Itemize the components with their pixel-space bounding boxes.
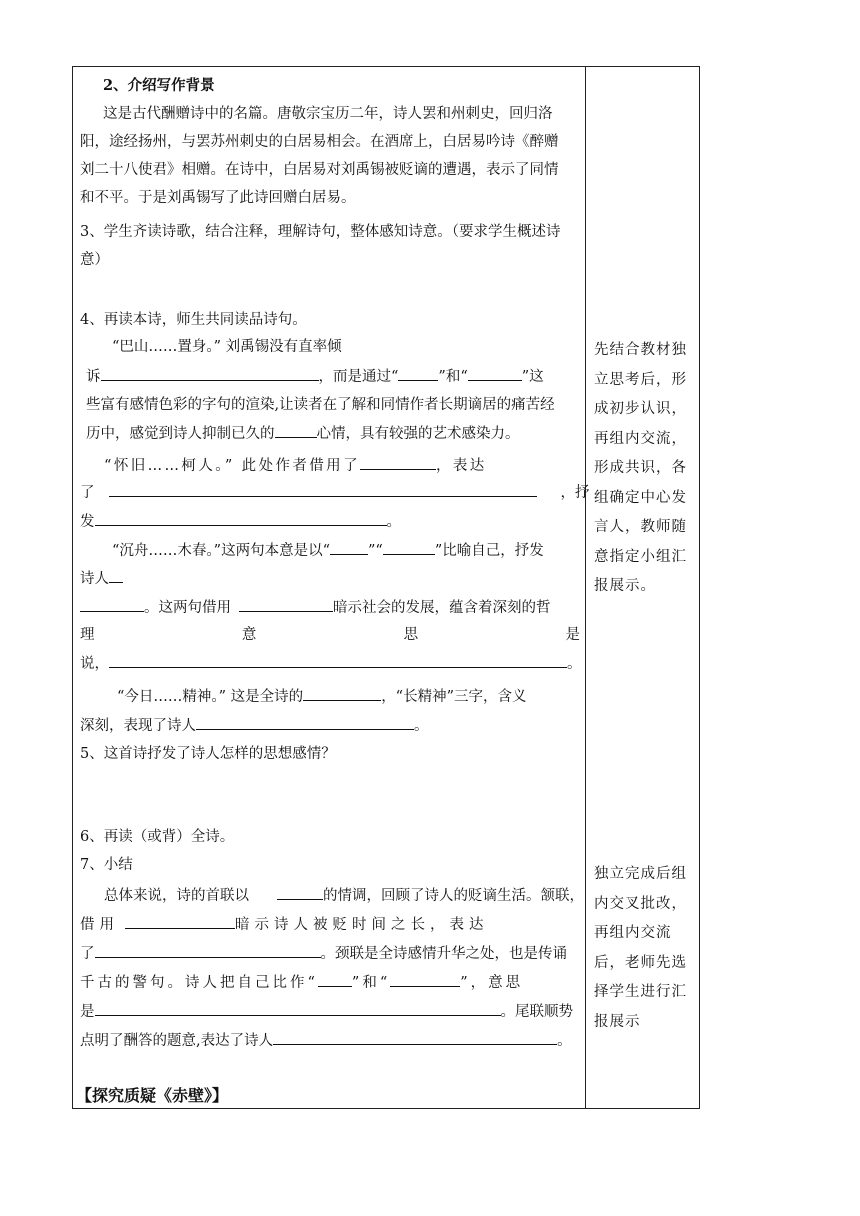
background-line-3: 刘二十八使君》相赠。在诗中，白居易对刘禹锡被贬谪的遭遇，表示了同情 [80, 162, 559, 178]
background-line-1: 这是古代酬赠诗中的名篇。唐敬宗宝历二年，诗人罢和州刺史，回归洛 [103, 106, 553, 122]
q3-line-1: “沉舟……木春。”这两句本意是以“ ”“ ”比喻自己，抒发 [112, 540, 544, 561]
blank[interactable] [398, 366, 438, 381]
side-note-2: 独立完成后组 内交叉批改， 再组内交流 后，老师先选 择学生进行汇 报展示 [594, 866, 687, 1030]
blank[interactable] [101, 366, 319, 381]
q3-line-2: 诗人 [80, 568, 123, 589]
q3-line-3: 。这两句借用 暗示社会的发展，蕴含着深刻的哲 [80, 597, 551, 618]
blank[interactable] [125, 914, 235, 929]
blank[interactable] [109, 653, 567, 668]
item5: 5、这首诗抒发了诗人怎样的思想感情？ [80, 746, 336, 762]
blank[interactable] [95, 1001, 501, 1016]
blank[interactable] [275, 423, 317, 438]
side-note-1: 先结合教材独 立思考后，形 成初步认识， 再组内交流， 形成共识，各 组确定中心发 言人，教师随 意指定小组汇 报展示。 [594, 342, 687, 594]
q4-line-1: “今日……精神。” 这是全诗的 ，“长精神”三字，含义 [117, 686, 527, 707]
q1-line-2: 诉 ，而是通过“ ”和“ ”这 [86, 366, 544, 387]
item6: 6、再读（或背）全诗。 [80, 829, 235, 845]
summary-line-3: 了 。颈联是全诗感情升华之处，也是传诵 [80, 943, 567, 964]
column-divider [585, 66, 586, 1109]
summary-line-1: 总体来说，诗的首联以 的情调，回顾了诗人的贬谪生活。颔联， [104, 885, 584, 906]
background-line-2: 阳，途经扬州，与罢苏州刺史的白居易相会。在酒席上，白居易吟诗《醉赠 [80, 134, 559, 150]
q3-line-4: 理 意 思 是 [80, 627, 580, 643]
blank[interactable] [330, 540, 368, 555]
blank[interactable] [239, 597, 333, 612]
q1-line-3: 些富有感情色彩的字句的渲染,让读者在了解和同情作者长期谪居的痛苦经 [86, 397, 555, 413]
blank[interactable] [273, 1030, 557, 1045]
blank[interactable] [109, 568, 123, 583]
summary-line-6: 点明了酬答的题意,表达了诗人 。 [80, 1030, 572, 1051]
blank[interactable] [468, 366, 522, 381]
blank[interactable] [95, 511, 387, 526]
blank[interactable] [318, 972, 352, 987]
explore-title: 【探究质疑《赤壁》】 [76, 1086, 229, 1105]
blank[interactable] [360, 455, 436, 470]
q4-line-2: 深刻，表现了诗人 。 [80, 715, 429, 736]
item4: 4、再读本诗，师生共同读品诗句。 [80, 312, 307, 328]
item3-line-2: 意） [80, 252, 109, 268]
blank[interactable] [80, 597, 144, 612]
item3-line-1: 3、学生齐读诗歌，结合注释，理解诗句，整体感知诗意。（要求学生概述诗 [80, 224, 561, 240]
section-title: 2、介绍写作背景 [103, 77, 215, 94]
blank[interactable] [383, 540, 435, 555]
blank[interactable] [277, 885, 323, 900]
q2-line-1: “怀旧……柯人。” 此处作者借用了 ，表达 [104, 455, 487, 476]
background-line-4: 和不平。于是刘禹锡写了此诗回赠白居易。 [80, 190, 356, 206]
q1-line-1: “巴山……置身。” 刘禹锡没有直率倾 [112, 339, 342, 355]
q3-line-5: 说， 。 [80, 653, 582, 674]
blank[interactable] [109, 482, 537, 497]
blank[interactable] [303, 686, 381, 701]
summary-line-5: 是 。尾联顺势 [80, 1001, 573, 1022]
blank[interactable] [390, 972, 460, 987]
summary-line-2: 借用 暗示诗人被贬时间之长，表达 [80, 914, 489, 935]
q1-line-4: 历中，感觉到诗人抑制已久的 心情，具有较强的艺术感染力。 [86, 423, 520, 444]
q2-line-2: 了 ，抒 [80, 482, 590, 503]
item7: 7、小结 [80, 857, 133, 873]
q2-line-3: 发 。 [80, 511, 401, 532]
summary-line-4: 千古的警句。诗人把自己比作“ ”和“ ”，意思 [80, 972, 523, 993]
blank[interactable] [196, 715, 414, 730]
blank[interactable] [95, 943, 321, 958]
